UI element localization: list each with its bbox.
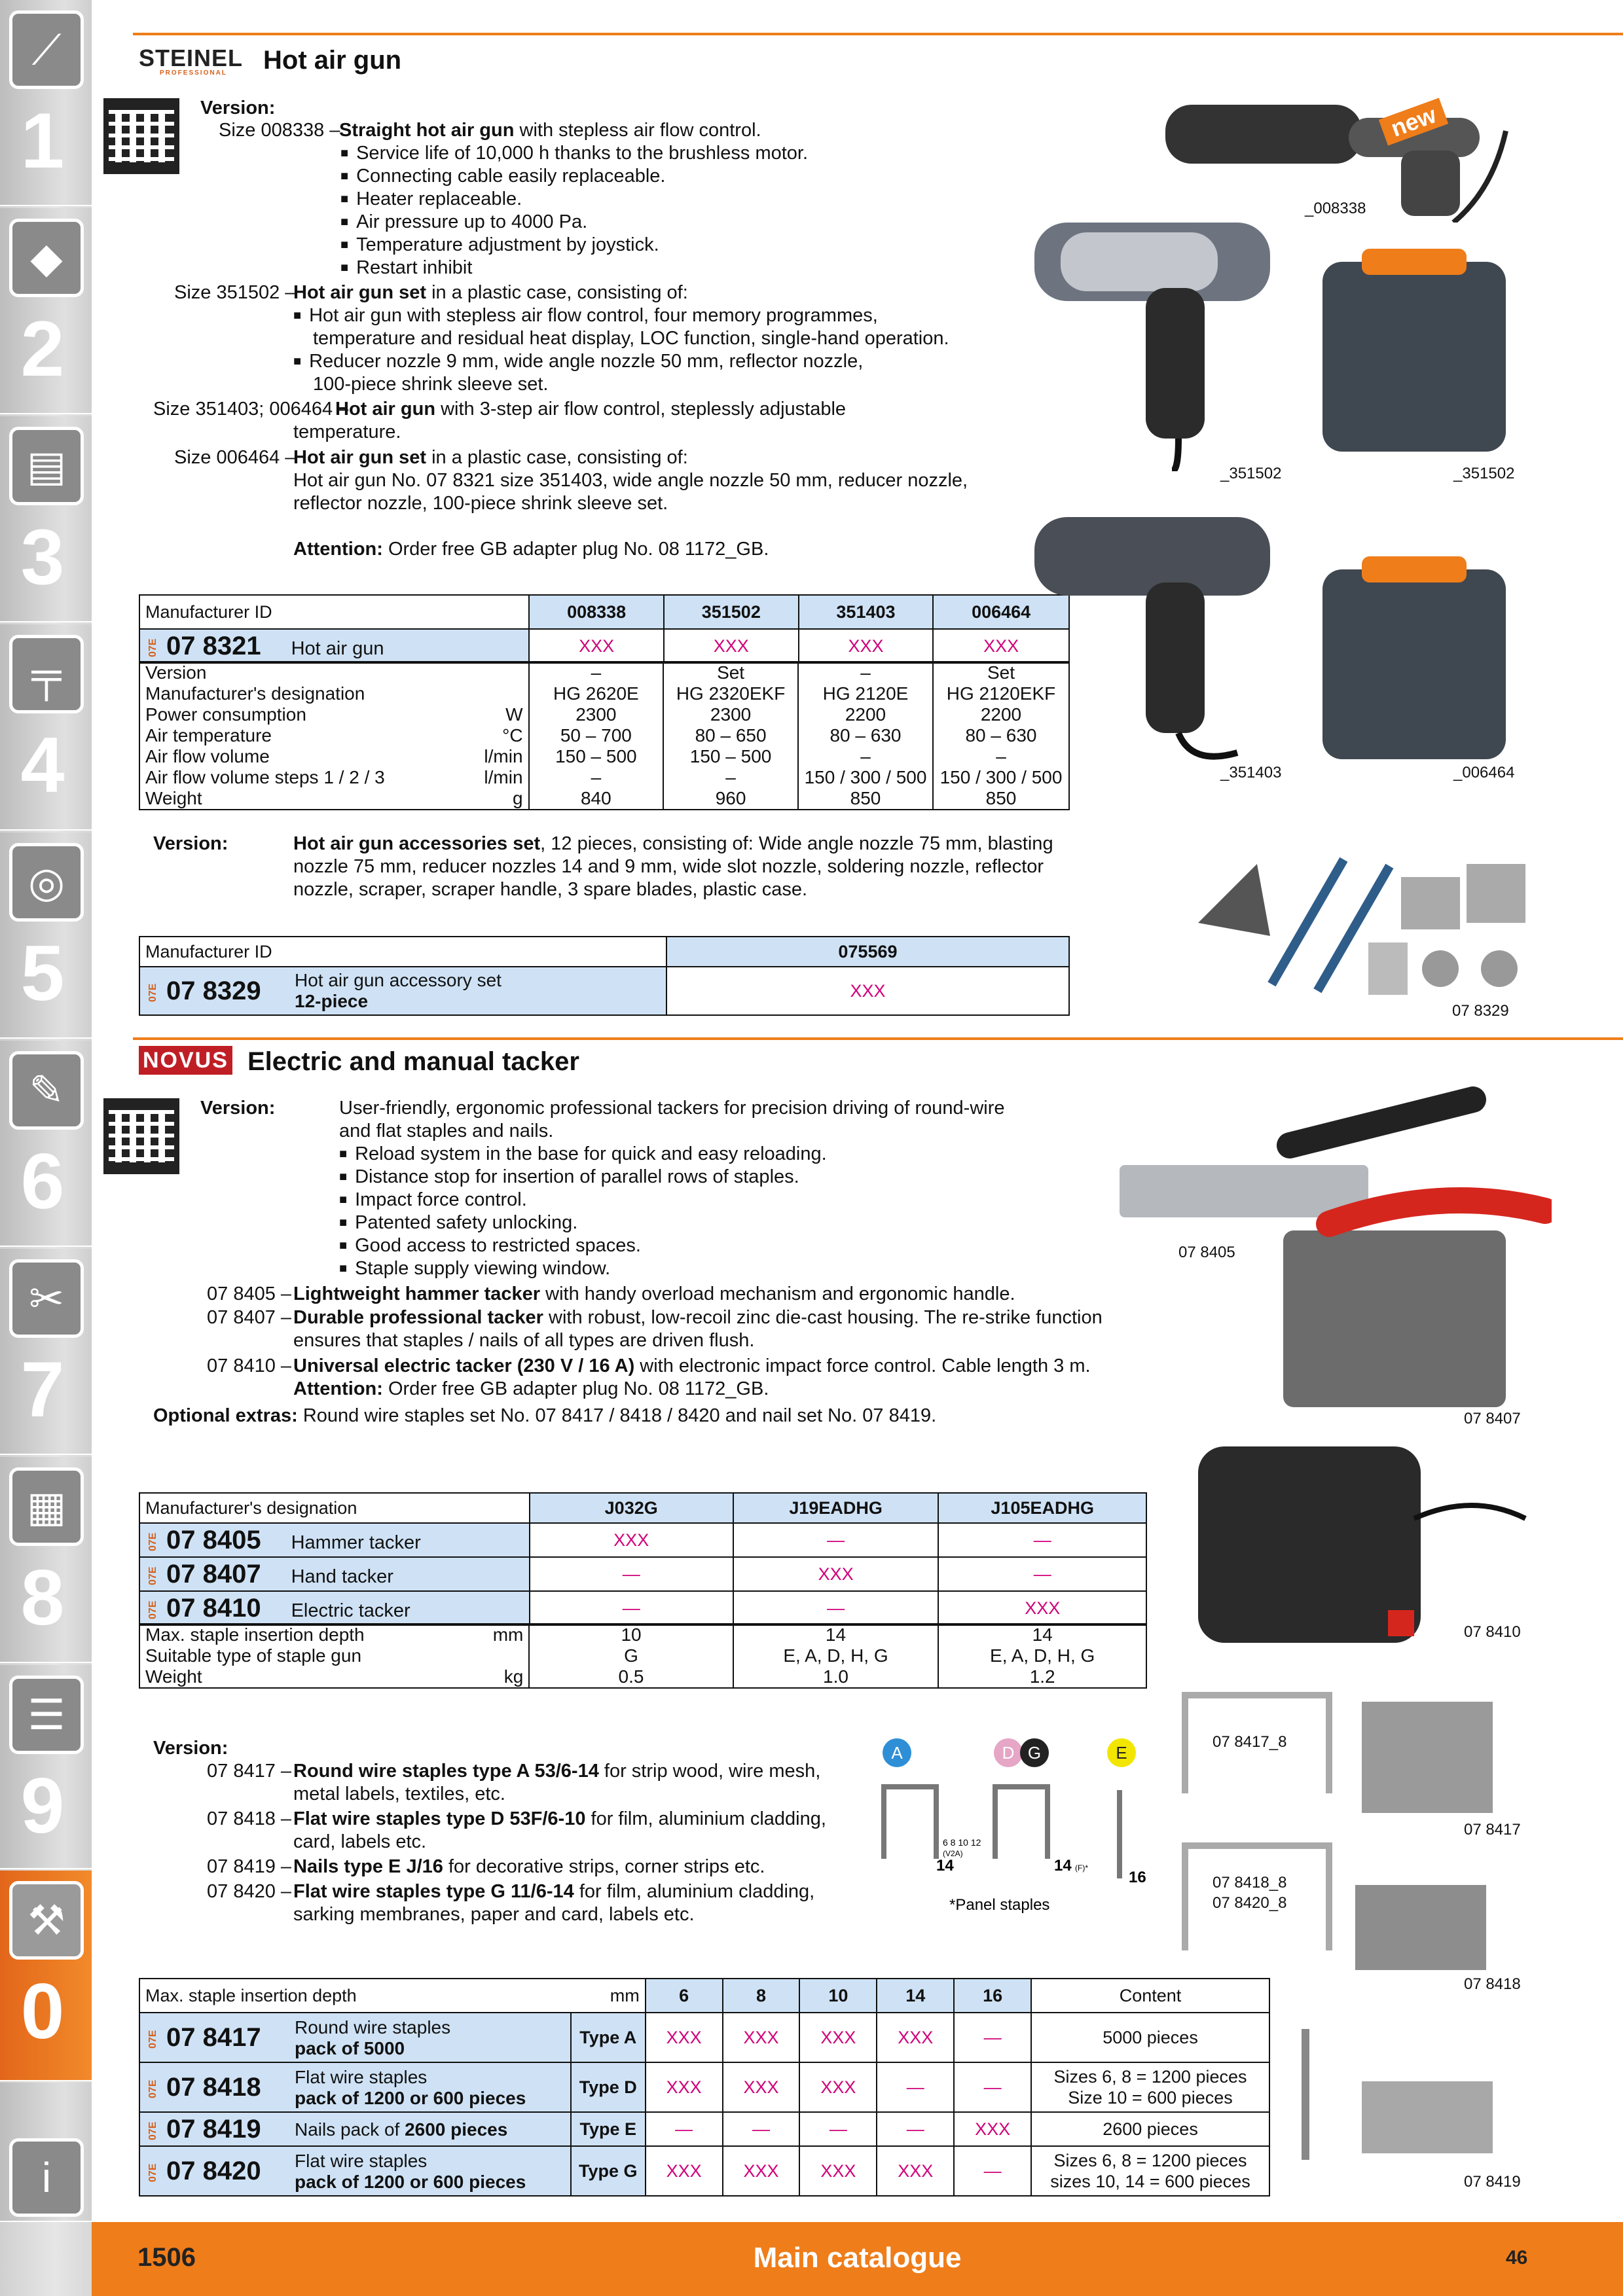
article-row[interactable]: 07E 07 8410 Electric tacker bbox=[139, 1591, 530, 1625]
footer-index: 46 bbox=[1506, 2247, 1528, 2269]
section-divider bbox=[133, 33, 1623, 35]
qr-code-icon[interactable] bbox=[103, 98, 179, 174]
novus-logo: NOVUS bbox=[139, 1046, 232, 1075]
svg-text:D: D bbox=[1002, 1743, 1015, 1763]
price-cell: XXX bbox=[799, 629, 934, 663]
page-number: 1506 bbox=[137, 2243, 196, 2272]
chapter-tab-i[interactable] bbox=[0, 2083, 92, 2222]
chapter-tab-6[interactable]: ✎ 6 bbox=[0, 1041, 92, 1247]
footer-title: Main catalogue bbox=[753, 2242, 962, 2274]
tacker-table: Manufacturer's designation J032G J19EADHG J105EADHG 07E 07 8405 Hammer tacker XXX — — 07E 07 8407 Hand tacker — XXX — 07E 07 8410 Electric tacker — — XXX bbox=[139, 1492, 1147, 1626]
chapter-tab-8[interactable]: ▦ 8 bbox=[0, 1457, 92, 1663]
article-row[interactable]: 07E 07 8420 Flat wire staples pack of 1200 or 600 pieces bbox=[139, 2146, 571, 2196]
chapter-tab-4[interactable]: ╤ 4 bbox=[0, 624, 92, 831]
accessory-set-image bbox=[1185, 838, 1552, 1008]
tool-cabinet-icon: ☰ bbox=[9, 1676, 84, 1754]
hand-tacker-image bbox=[1277, 1172, 1552, 1420]
price-cell: XXX bbox=[933, 629, 1069, 663]
article-row[interactable]: 07E 07 8417 Round wire staples pack of 5000 bbox=[139, 2013, 571, 2062]
svg-text:*Panel staples: *Panel staples bbox=[949, 1896, 1050, 1914]
svg-text:14: 14 bbox=[936, 1857, 954, 1874]
chuck-icon: ▤ bbox=[9, 427, 84, 505]
chapter-tab-0[interactable]: ⚒ 0 bbox=[0, 1871, 92, 2081]
chapter-tab-5[interactable]: ◎ 5 bbox=[0, 833, 92, 1039]
article-row[interactable]: 07E 07 8405 Hammer tacker bbox=[139, 1523, 530, 1557]
drill-bit-icon: ⟋ bbox=[9, 10, 84, 89]
power-tool-safety-icon: ⚒ bbox=[9, 1881, 84, 1960]
svg-text:(F)*: (F)* bbox=[1075, 1863, 1088, 1873]
flat-staples-image bbox=[1355, 1885, 1493, 1977]
svg-text:14: 14 bbox=[1054, 1857, 1072, 1874]
article-row[interactable]: 07E 07 8418 Flat wire staples pack of 1200 or 600 pieces bbox=[139, 2062, 571, 2112]
staple-types-diagram bbox=[871, 1728, 1172, 1924]
svg-text:6 8 10 12: 6 8 10 12 bbox=[943, 1837, 981, 1848]
page-footer bbox=[92, 2222, 1623, 2296]
staple-set-images bbox=[1172, 1689, 1342, 1964]
steinel-logo: STEINEL bbox=[139, 45, 244, 71]
svg-text:(V2A): (V2A) bbox=[943, 1849, 963, 1858]
svg-text:A: A bbox=[891, 1743, 903, 1763]
svg-text:16: 16 bbox=[1129, 1869, 1146, 1886]
saw-blade-icon: ◎ bbox=[9, 843, 84, 922]
chapter-tab-3[interactable]: ▤ 3 bbox=[0, 416, 92, 622]
caliper-icon: ╤ bbox=[9, 635, 84, 713]
chapter-tab-9[interactable]: ☰ 9 bbox=[0, 1665, 92, 1869]
carry-case-351502-image bbox=[1316, 249, 1512, 458]
article-row[interactable]: 07E 07 8329 Hot air gun accessory set 12-piece bbox=[139, 967, 666, 1015]
chapter-sidebar bbox=[0, 0, 92, 2296]
chapter-tab-7[interactable]: ✂ 7 bbox=[0, 1249, 92, 1455]
qr-code-icon[interactable] bbox=[103, 1098, 179, 1174]
section-divider bbox=[133, 1037, 1623, 1040]
section-title: Electric and manual tacker bbox=[247, 1047, 579, 1076]
cutting-insert-icon: ◆ bbox=[9, 219, 84, 297]
price-cell: XXX bbox=[664, 629, 799, 663]
svg-text:E: E bbox=[1116, 1743, 1127, 1763]
round-staples-image bbox=[1362, 1702, 1499, 1820]
staples-table: Max. staple insertion depth mm 6 8 10 14 16 Content 07E 07 8417 Round wire staples pack of 5000 Type A XXX XXX XXX XXX — 5000 pieces 07E 07 8418 Flat wire staples pack of 1200 or 600 pieces Type D XXX XXX XXX — — Sizes 6, 8 = 1200 pieces Size 10 = 600 pieces 07E 07 8419 Nails pack of 2600 pieces Type E — — — — XXX 2600 pieces 07E 07 8420 Flat wire staples pack of 1200 or 600 pieces Type G XXX XXX XXX XXX — Sizes 6, 8 = 1200 pieces sizes 10, 14 = 600 pieces bbox=[139, 1978, 1270, 2197]
article-row[interactable]: 07E 07 8419 Nails pack of 2600 pieces bbox=[139, 2112, 571, 2146]
new-badge: new bbox=[1379, 98, 1448, 146]
svg-text:G: G bbox=[1027, 1743, 1042, 1763]
tacker-spec-table: Max. staple insertion depth mm 10 14 14 Suitable type of staple gun G E, A, D, H, G E, A, D, H, G Weight kg 0.5 1.0 1.2 bbox=[139, 1623, 1147, 1689]
price-cell: XXX bbox=[666, 967, 1069, 1015]
pliers-icon: ✂ bbox=[9, 1259, 84, 1338]
hot-air-gun-spec-table: Version – Set – Set Manufacturer's designation HG 2620E HG 2320EKF HG 2120E HG 2120EKF Power consumption W 2300 2300 2200 2200 Air temperature °C 50 – 700 80 – 650 80 – 630 80 – 630 Air flow volume l/min 150 – 500 150 – 500 – – Air flow volume steps 1 / 2 / 3 l/min – – 150 / 300 / 500 150 / 300 / 500 Weight g 840 960 850 850 bbox=[139, 661, 1070, 810]
chapter-tab-1[interactable]: ⟋ 1 bbox=[0, 0, 92, 206]
nails-image bbox=[1290, 2029, 1499, 2160]
info-icon: i bbox=[9, 2138, 84, 2217]
article-row[interactable]: 07E 07 8321 Hot air gun bbox=[139, 629, 529, 663]
wrench-icon: ✎ bbox=[9, 1051, 84, 1130]
hot-air-gun-table: Manufacturer ID 008338 351502 351403 006464 07E 07 8321 Hot air gun XXX XXX XXX XXX bbox=[139, 594, 1070, 664]
section-title: Hot air gun bbox=[263, 46, 402, 75]
carry-case-006464-image bbox=[1316, 556, 1512, 766]
hot-air-gun-351403-image bbox=[1021, 504, 1309, 766]
price-cell: XXX bbox=[529, 629, 664, 663]
accessory-set-table: Manufacturer ID 075569 07E 07 8329 Hot air gun accessory set 12-piece XXX bbox=[139, 936, 1070, 1016]
chapter-tab-2[interactable]: ◆ 2 bbox=[0, 208, 92, 414]
tool-set-icon: ▦ bbox=[9, 1467, 84, 1546]
hot-air-gun-351502-image bbox=[1021, 209, 1309, 471]
article-row[interactable]: 07E 07 8407 Hand tacker bbox=[139, 1557, 530, 1591]
